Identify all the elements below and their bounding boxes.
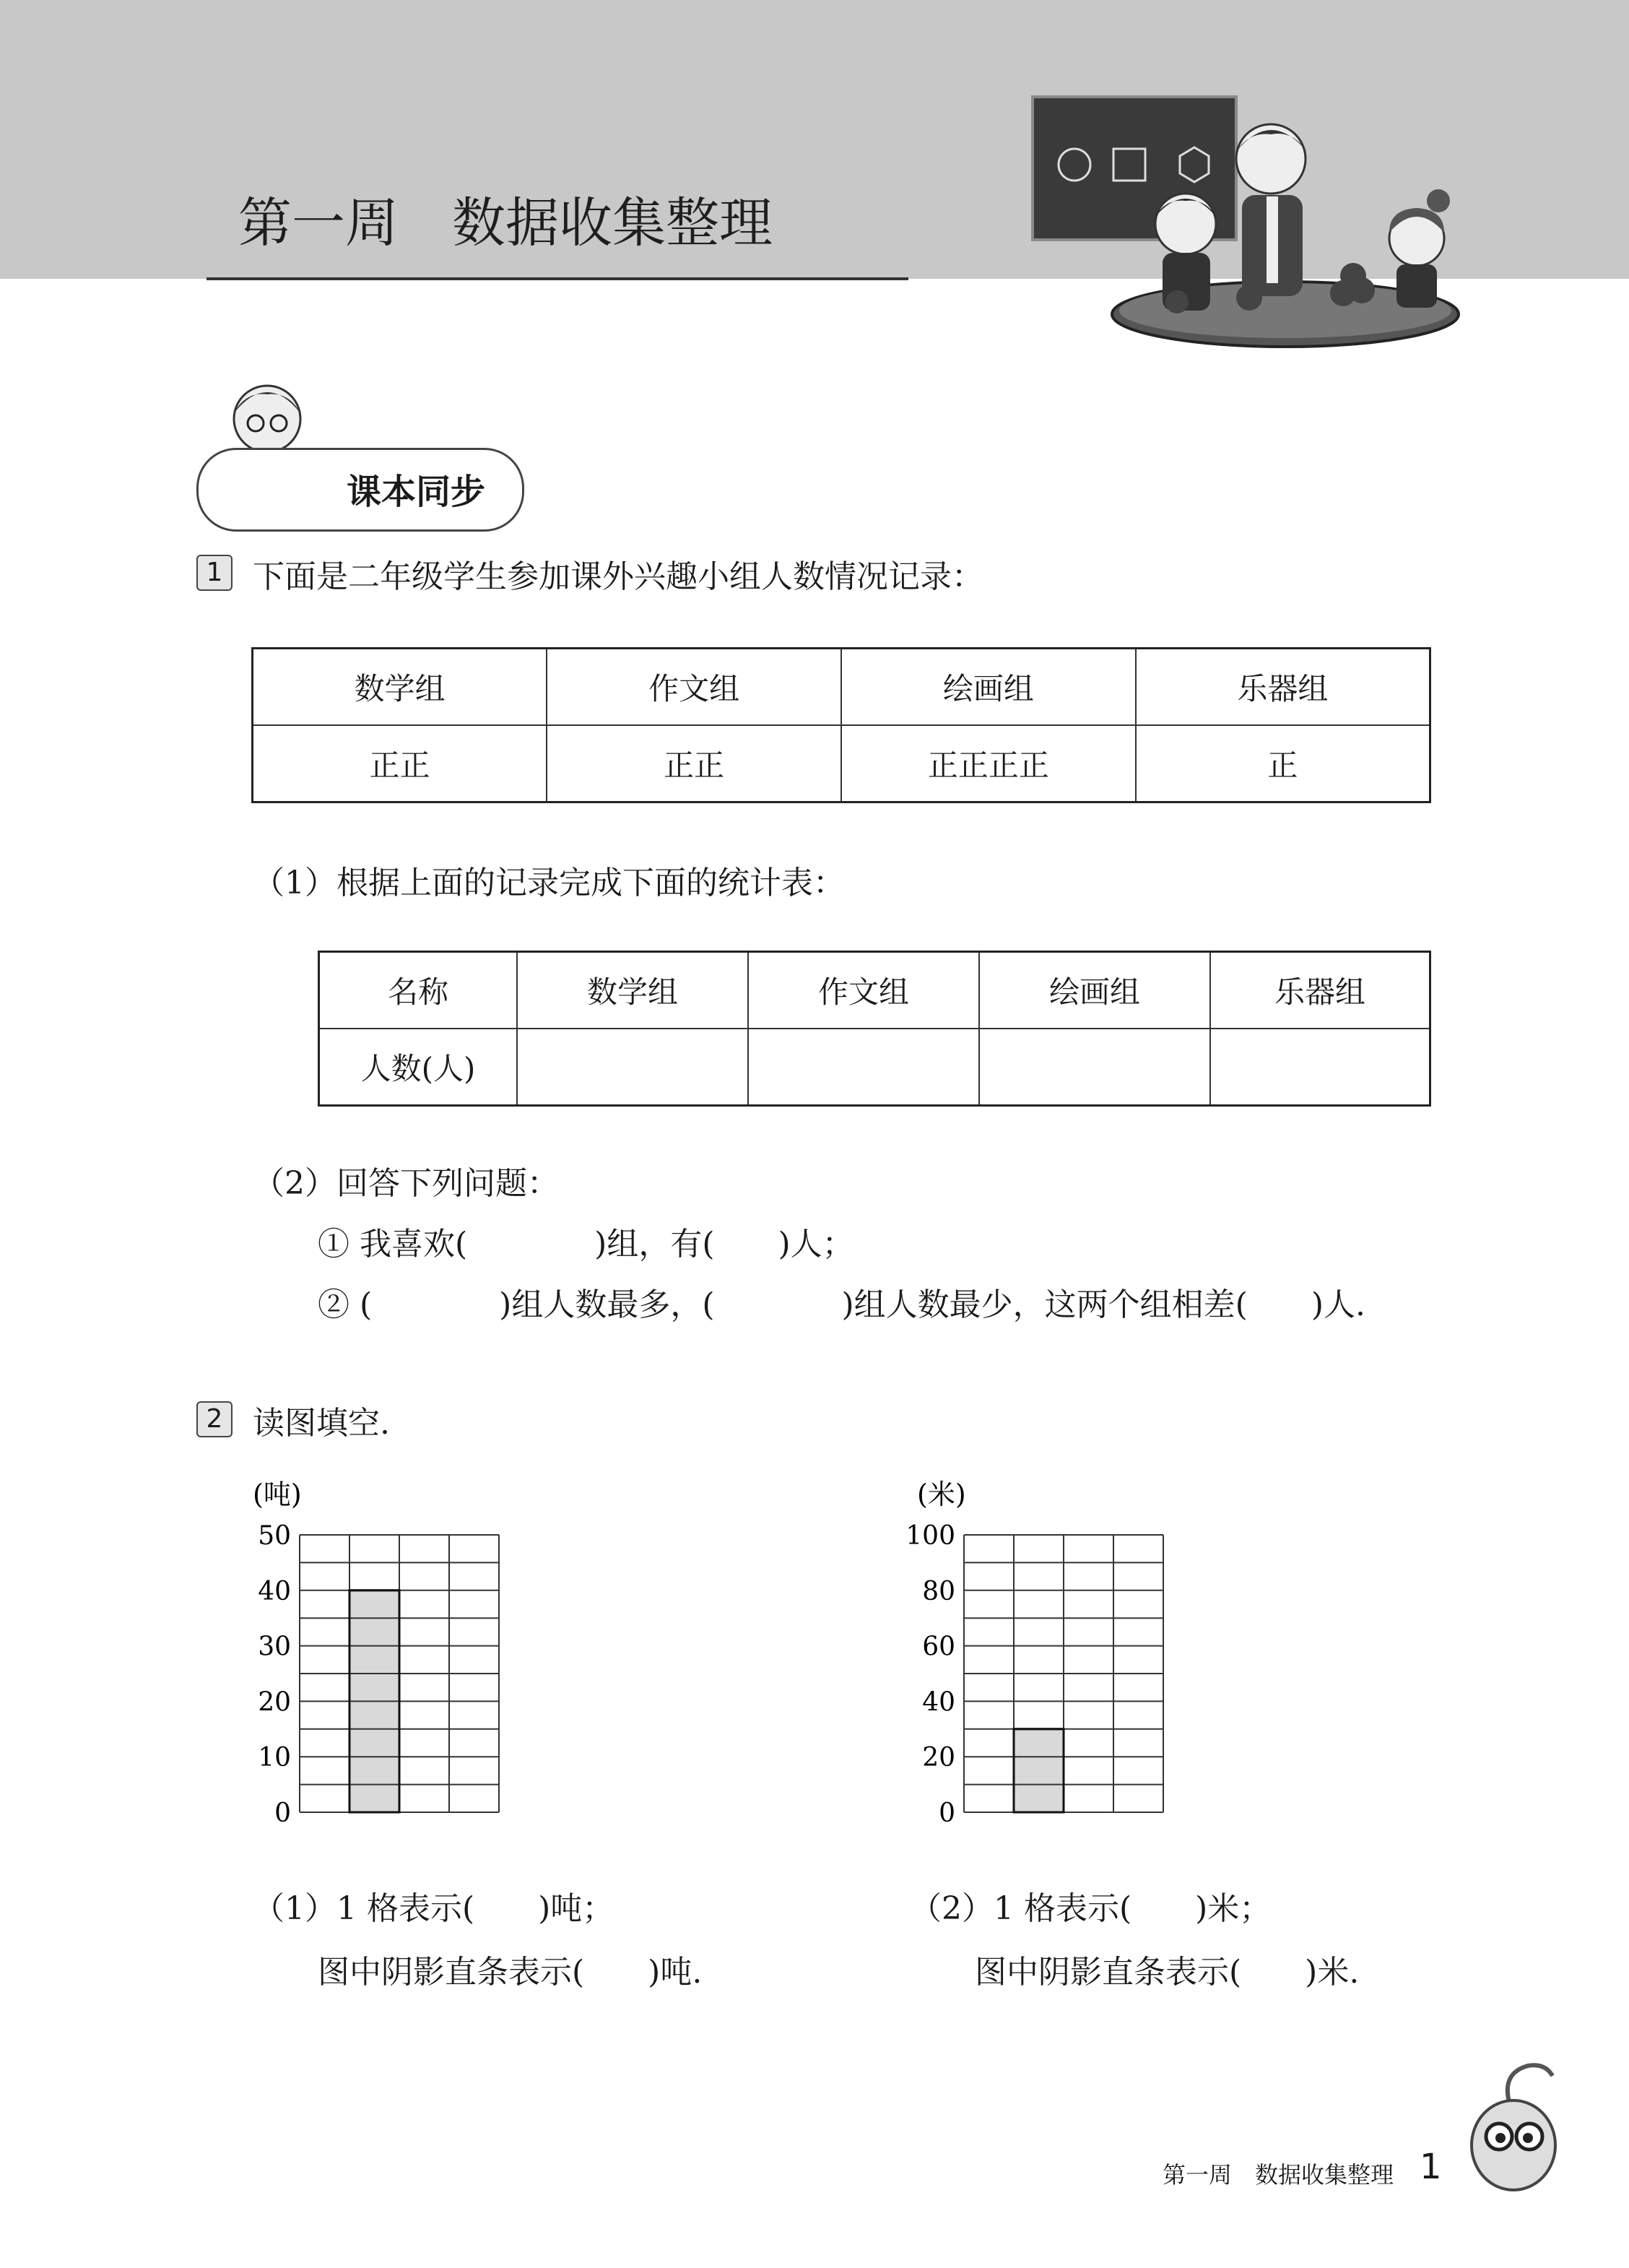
answer-cell[interactable] xyxy=(1210,1029,1430,1106)
tally-table xyxy=(251,647,1431,803)
stat-header-cell: 乐器组 xyxy=(1210,952,1430,1029)
y-axis-unit: (米) xyxy=(917,1479,966,1510)
y-tick-label: 40 xyxy=(258,1576,291,1606)
stat-header-cell: 名称 xyxy=(319,952,518,1029)
bar xyxy=(1014,1729,1064,1812)
y-tick-label: 100 xyxy=(905,1521,955,1551)
question-2-text: 读图填空. xyxy=(253,1405,390,1442)
tally-header-row xyxy=(253,649,1430,726)
answer-cell[interactable] xyxy=(748,1029,979,1106)
y-tick-label: 50 xyxy=(258,1521,291,1551)
statistics-table xyxy=(318,951,1431,1107)
y-tick-label: 20 xyxy=(922,1743,955,1773)
tally-header-cell: 作文组 xyxy=(547,649,841,726)
chart-2-blank-2: 图中阴影直条表示( )米. xyxy=(975,1954,1360,1991)
y-tick-label: 0 xyxy=(939,1799,955,1828)
tally-header-cell: 乐器组 xyxy=(1136,649,1430,726)
chart-2-blank-1: （2）1 格表示( )米； xyxy=(910,1890,1272,1927)
stat-header-cell: 绘画组 xyxy=(979,952,1210,1029)
y-tick-label: 40 xyxy=(922,1687,955,1718)
stat-count-row xyxy=(319,1029,1430,1106)
footer-title: 第一周 数据收集整理 xyxy=(1162,2161,1394,2189)
classroom-illustration xyxy=(1105,108,1495,354)
section-label: 课本同步 xyxy=(347,472,486,512)
answer-cell[interactable] xyxy=(517,1029,748,1106)
question-number-1: 1 xyxy=(196,555,233,591)
question-line-1: ① 我喜欢( )组，有( )人； xyxy=(318,1226,854,1263)
stat-header-cell: 作文组 xyxy=(748,952,979,1029)
stat-row-label: 人数(人) xyxy=(319,1029,518,1106)
page-title: 第一周 数据收集整理 xyxy=(238,192,773,254)
part-1-instruction: （1）根据上面的记录完成下面的统计表： xyxy=(253,865,845,901)
bar-chart-meters xyxy=(903,1473,1191,1835)
tally-mark-cell: 正 xyxy=(1136,725,1430,802)
bar-chart-tons xyxy=(238,1473,527,1835)
tally-header-cell: 绘画组 xyxy=(841,649,1136,726)
y-tick-label: 30 xyxy=(258,1632,291,1662)
y-tick-label: 10 xyxy=(258,1743,291,1773)
tally-mark-cell: 正正 xyxy=(547,725,841,802)
stat-header-row xyxy=(319,952,1430,1029)
y-tick-label: 60 xyxy=(922,1632,955,1662)
tally-header-cell: 数学组 xyxy=(253,649,547,726)
y-tick-label: 0 xyxy=(274,1799,291,1828)
tally-marks-row xyxy=(253,725,1430,802)
part-2-instruction: （2）回答下列问题： xyxy=(253,1165,559,1202)
chart-1-blank-1: （1）1 格表示( )吨； xyxy=(253,1890,614,1927)
tally-mark-cell: 正正 xyxy=(253,725,547,802)
y-tick-label: 80 xyxy=(922,1576,955,1606)
question-line-2: ② ( )组人数最多，( )组人数最少，这两个组相差( )人. xyxy=(318,1286,1365,1323)
chart-1-blank-2: 图中阴影直条表示( )吨. xyxy=(318,1954,703,1991)
answer-cell[interactable] xyxy=(979,1029,1210,1106)
mascot-icon xyxy=(1459,2059,1567,2196)
title-underline xyxy=(207,277,908,280)
stat-header-cell: 数学组 xyxy=(517,952,748,1029)
y-axis-unit: (吨) xyxy=(253,1479,302,1510)
page-number: 1 xyxy=(1420,2147,1442,2187)
y-tick-label: 20 xyxy=(258,1687,291,1718)
tally-mark-cell: 正正正正 xyxy=(841,725,1136,802)
question-number-2: 2 xyxy=(196,1401,233,1437)
question-1-text: 下面是二年级学生参加课外兴趣小组人数情况记录： xyxy=(253,558,983,595)
